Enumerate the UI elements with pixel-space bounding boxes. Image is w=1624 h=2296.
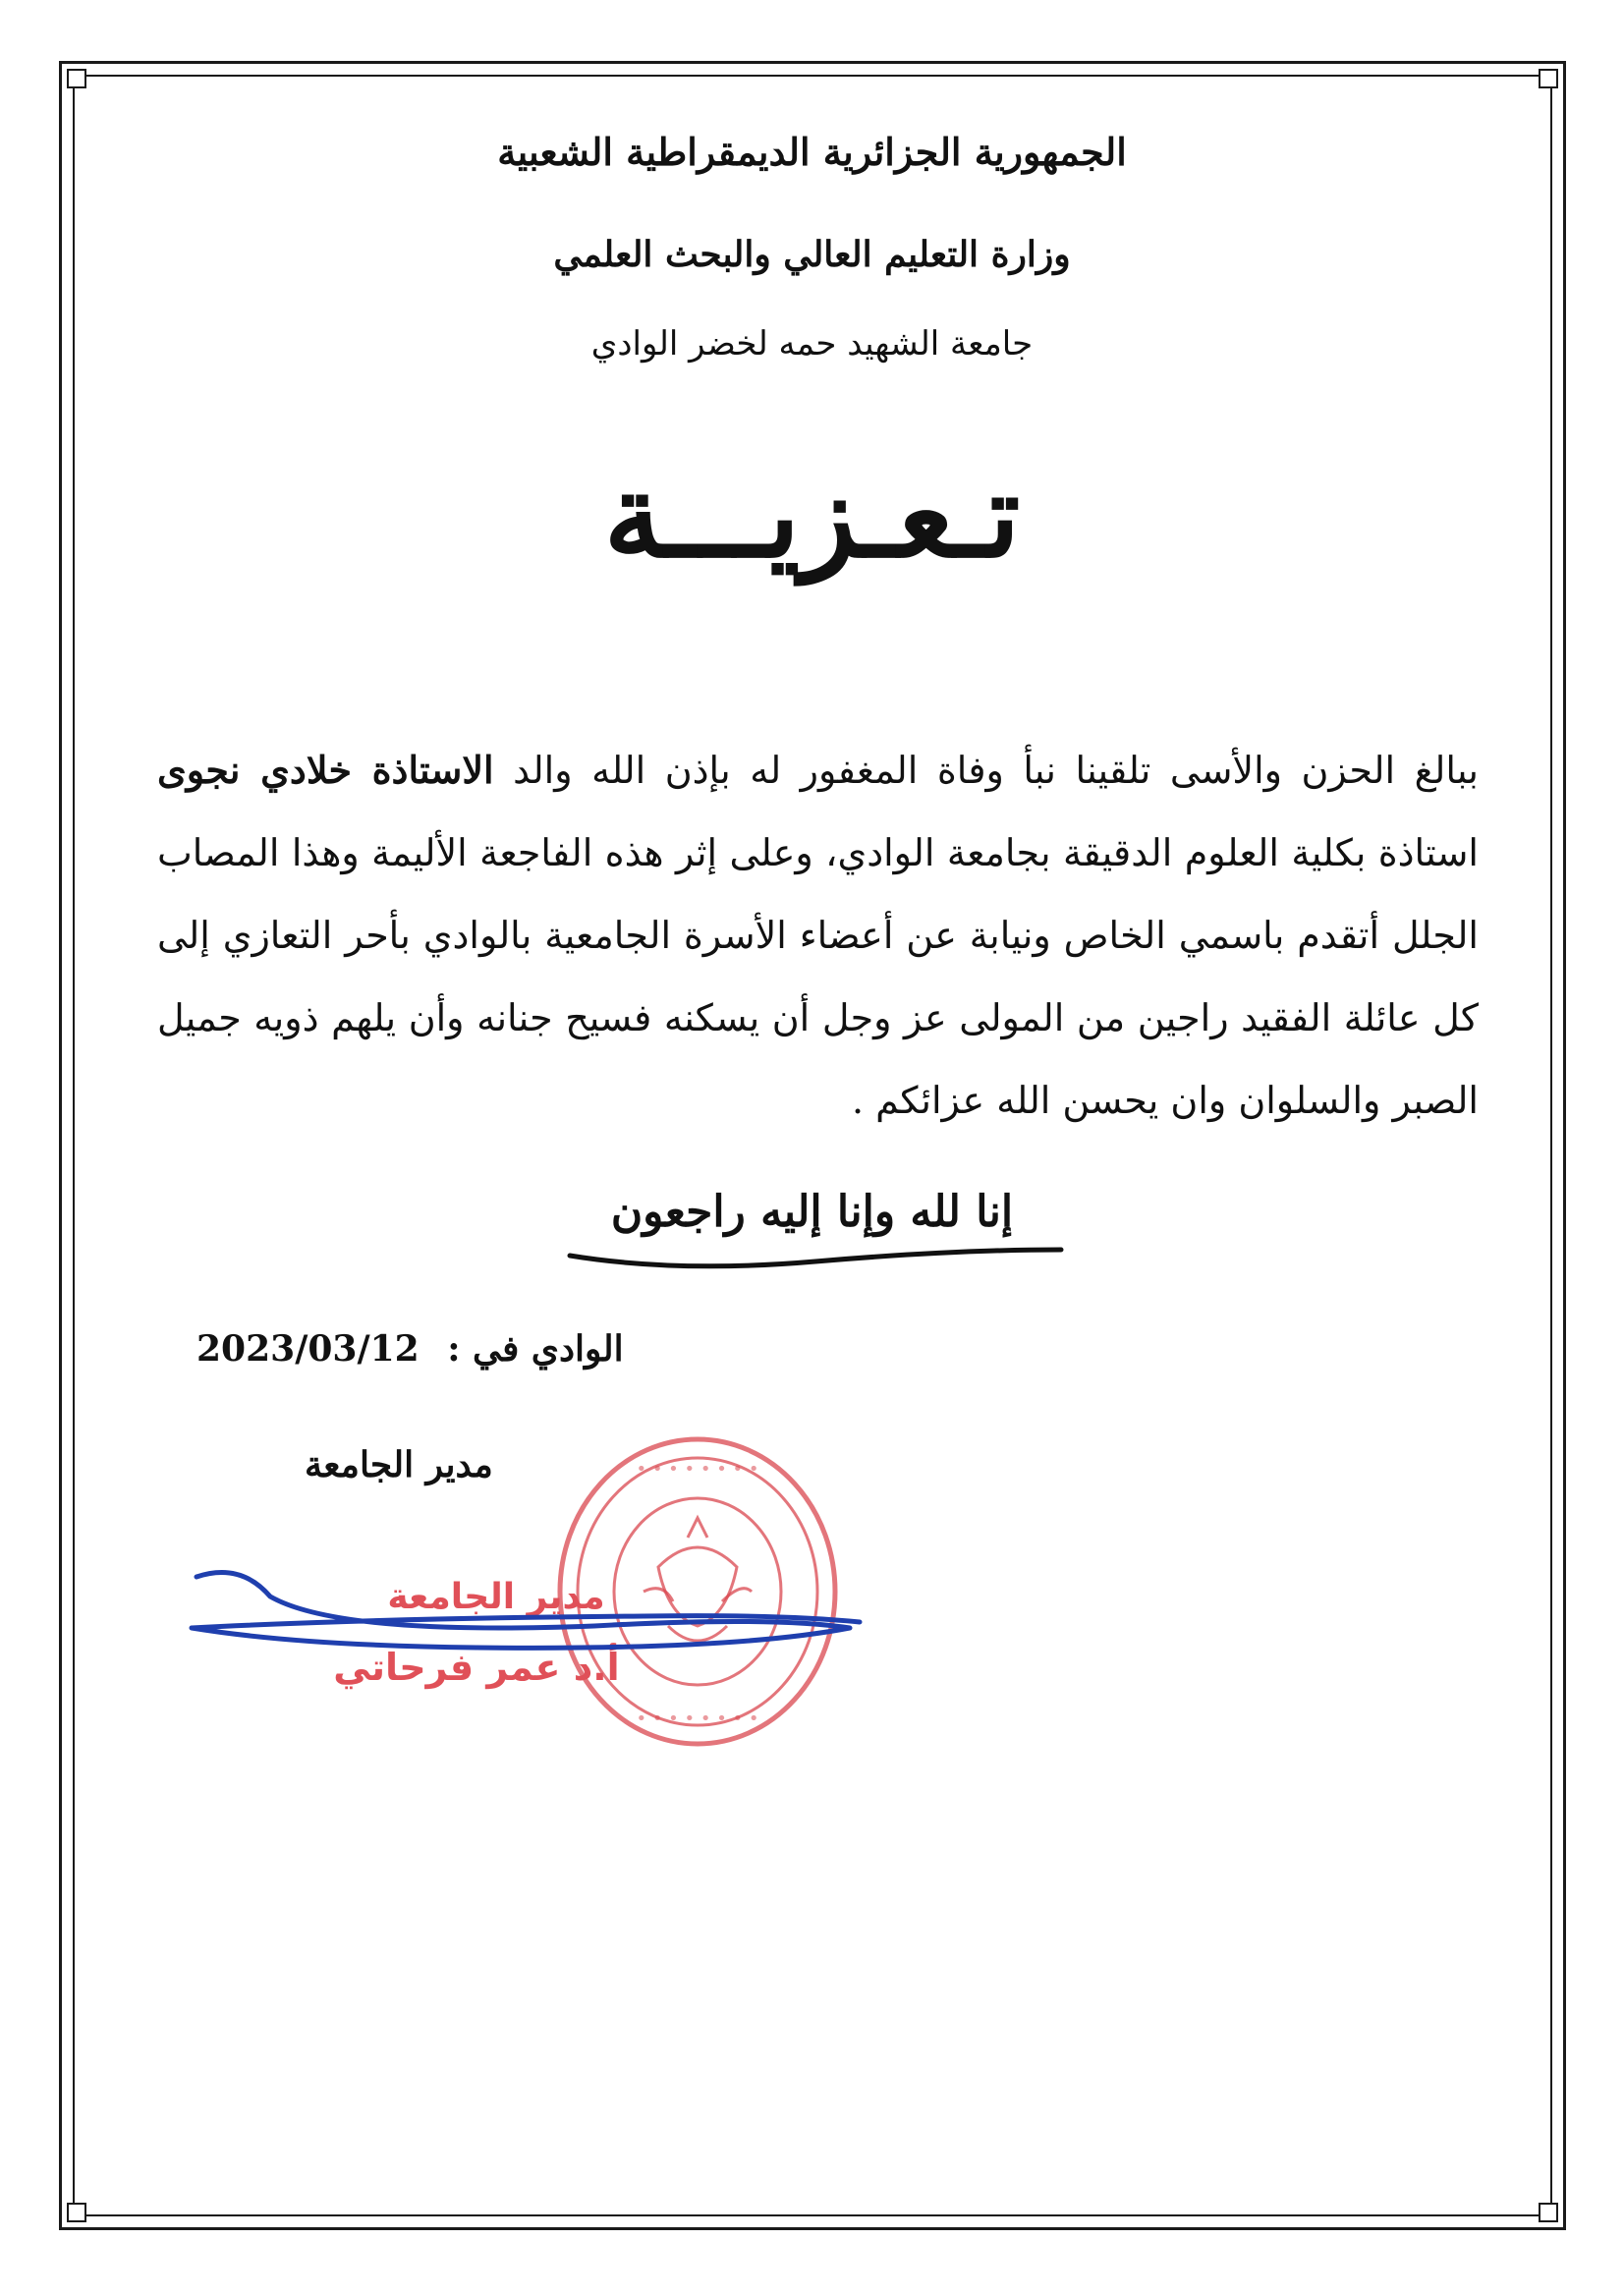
stamp-title: مدير الجامعة [387,1577,605,1617]
border-corner-ornament [1539,2203,1558,2222]
page-border-inner [73,75,1552,2216]
country-heading: الجمهورية الجزائرية الديمقراطية الشعبية [497,130,1127,174]
colleague-name: الاستاذة خلادي نجوى [157,748,494,792]
document-title: تـعـزيـــة [603,447,1021,584]
border-corner-ornament [1539,69,1558,88]
condolence-paragraph [157,729,1479,1142]
director-label: مدير الجامعة [305,1444,493,1485]
closing-phrase: إنا لله وإنا إليه راجعون [610,1187,1014,1237]
place-date-line [196,1328,624,1370]
signature-stamp-block [182,1557,869,1744]
border-corner-ornament [67,2203,86,2222]
paragraph-intro: ببالغ الحزن والأسى تلقينا نبأ وفاة المغفور له بإذن الله والد [493,749,1479,792]
closing-swash-ornament [560,1236,1071,1275]
place-label: الوادي في : [447,1328,624,1370]
signature-scribble [182,1557,869,1685]
issue-date: 2023/03/12 [196,1328,420,1370]
university-heading: جامعة الشهيد حمه لخضر الوادي [590,324,1034,364]
border-corner-ornament [67,69,86,88]
ministry-heading: وزارة التعليم العالي والبحث العلمي [553,234,1071,275]
svg-text:• • • • • • • •: • • • • • • • • [636,1708,759,1729]
stamp-name: أ.د عمر فرحاتي [333,1646,620,1689]
svg-text:• • • • • • • •: • • • • • • • • [636,1459,759,1480]
paragraph-body: استاذة بكلية العلوم الدقيقة بجامعة الوادي، وعلى إثر هذه الفاجعة الأليمة وهذا المصاب الجلل أتقدم باسمي الخاص ونيابة عن أعضاء الأسرة الجامعية بالوادي بأحر التعازي إلى كل عائلة الفقيد راجين من المولى عز وجل أن يسكنه فسيح جنانه وأن يلهم ذويه جميل الصبر والسلوان وان يحسن الله عزائكم . [157,831,1479,1122]
